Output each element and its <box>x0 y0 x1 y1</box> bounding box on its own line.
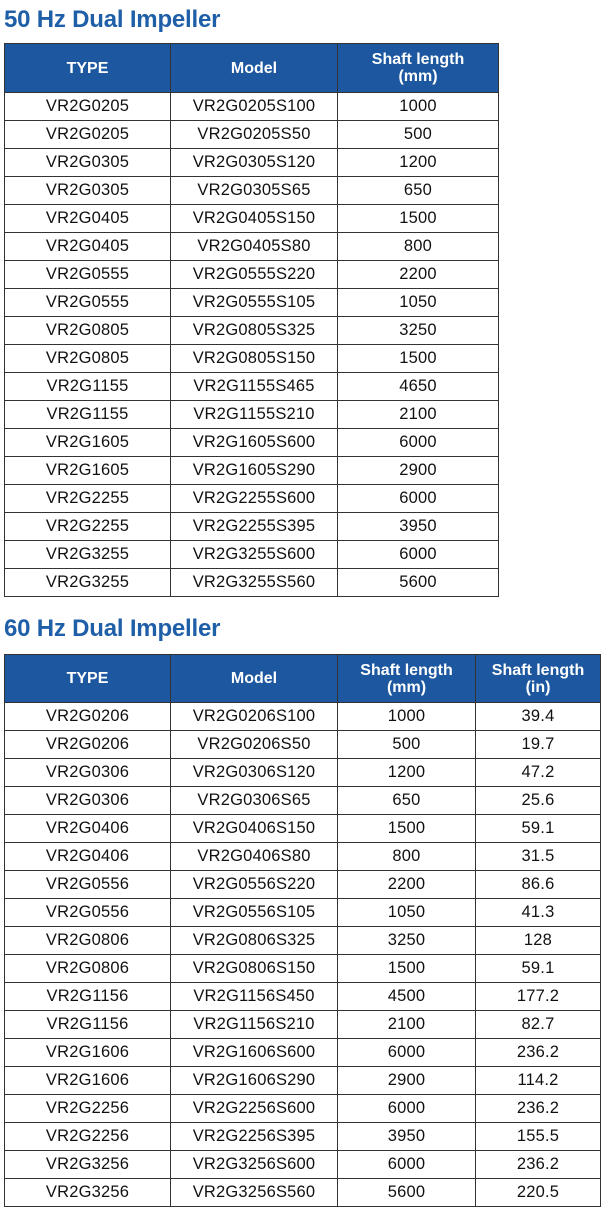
cell-type: VR2G0205 <box>5 93 171 121</box>
header-type: TYPE <box>5 44 171 93</box>
cell-shaft-length-mm: 800 <box>338 843 476 871</box>
cell-type: VR2G3255 <box>5 569 171 597</box>
cell-shaft-length-mm: 1000 <box>338 93 499 121</box>
cell-shaft-length-in: 236.2 <box>476 1151 601 1179</box>
table-60hz <box>4 654 601 1207</box>
cell-model: VR2G1155S210 <box>171 401 338 429</box>
cell-model: VR2G1605S290 <box>171 457 338 485</box>
cell-shaft-length-mm: 650 <box>338 787 476 815</box>
cell-shaft-length-mm: 1500 <box>338 205 499 233</box>
cell-shaft-length-mm: 3950 <box>338 513 499 541</box>
cell-model: VR2G0556S105 <box>171 899 338 927</box>
cell-shaft-length-in: 220.5 <box>476 1179 601 1207</box>
cell-type: VR2G0306 <box>5 787 171 815</box>
cell-type: VR2G2255 <box>5 485 171 513</box>
header-shaft-length-mm: Shaft length (mm) <box>338 44 499 93</box>
cell-type: VR2G3256 <box>5 1179 171 1207</box>
cell-shaft-length-in: 236.2 <box>476 1095 601 1123</box>
table-row <box>5 457 499 485</box>
cell-type: VR2G0805 <box>5 317 171 345</box>
title-50hz: 50 Hz Dual Impeller <box>4 6 221 33</box>
table-row <box>5 1151 601 1179</box>
cell-type: VR2G0555 <box>5 261 171 289</box>
cell-shaft-length-mm: 2200 <box>338 261 499 289</box>
cell-shaft-length-mm: 5600 <box>338 569 499 597</box>
cell-shaft-length-mm: 650 <box>338 177 499 205</box>
cell-shaft-length-mm: 1500 <box>338 345 499 373</box>
table-row <box>5 1095 601 1123</box>
table-row <box>5 815 601 843</box>
header-model: Model <box>171 655 338 703</box>
table-row <box>5 1179 601 1207</box>
table-row <box>5 149 499 177</box>
cell-type: VR2G1606 <box>5 1067 171 1095</box>
table-row <box>5 759 601 787</box>
cell-model: VR2G0555S105 <box>171 289 338 317</box>
cell-type: VR2G0305 <box>5 149 171 177</box>
cell-model: VR2G3255S600 <box>171 541 338 569</box>
cell-type: VR2G1605 <box>5 457 171 485</box>
cell-type: VR2G2256 <box>5 1095 171 1123</box>
cell-model: VR2G0305S65 <box>171 177 338 205</box>
cell-shaft-length-mm: 2900 <box>338 457 499 485</box>
cell-model: VR2G0206S100 <box>171 703 338 731</box>
table-60hz-header <box>5 655 601 703</box>
cell-shaft-length-mm: 6000 <box>338 1151 476 1179</box>
table-row <box>5 569 499 597</box>
table-row <box>5 317 499 345</box>
cell-shaft-length-in: 59.1 <box>476 815 601 843</box>
header-shaft-length-mm: Shaft length (mm) <box>338 655 476 703</box>
cell-shaft-length-mm: 1200 <box>338 149 499 177</box>
cell-shaft-length-in: 155.5 <box>476 1123 601 1151</box>
cell-type: VR2G0206 <box>5 731 171 759</box>
table-row <box>5 731 601 759</box>
cell-model: VR2G0206S50 <box>171 731 338 759</box>
table-row <box>5 1039 601 1067</box>
cell-shaft-length-mm: 1500 <box>338 815 476 843</box>
cell-shaft-length-in: 39.4 <box>476 703 601 731</box>
cell-model: VR2G3256S600 <box>171 1151 338 1179</box>
cell-type: VR2G0556 <box>5 871 171 899</box>
table-row <box>5 843 601 871</box>
cell-type: VR2G0406 <box>5 843 171 871</box>
cell-shaft-length-mm: 1500 <box>338 955 476 983</box>
cell-type: VR2G0555 <box>5 289 171 317</box>
cell-shaft-length-in: 41.3 <box>476 899 601 927</box>
cell-model: VR2G3256S560 <box>171 1179 338 1207</box>
cell-shaft-length-mm: 5600 <box>338 1179 476 1207</box>
cell-shaft-length-mm: 1200 <box>338 759 476 787</box>
header-model: Model <box>171 44 338 93</box>
cell-type: VR2G1155 <box>5 373 171 401</box>
table-row <box>5 871 601 899</box>
cell-shaft-length-mm: 3950 <box>338 1123 476 1151</box>
cell-type: VR2G0405 <box>5 233 171 261</box>
cell-type: VR2G1156 <box>5 1011 171 1039</box>
cell-shaft-length-in: 59.1 <box>476 955 601 983</box>
cell-shaft-length-mm: 2900 <box>338 1067 476 1095</box>
cell-type: VR2G1155 <box>5 401 171 429</box>
cell-model: VR2G0806S150 <box>171 955 338 983</box>
cell-shaft-length-mm: 2200 <box>338 871 476 899</box>
cell-type: VR2G3255 <box>5 541 171 569</box>
table-row <box>5 1067 601 1095</box>
cell-shaft-length-mm: 2100 <box>338 1011 476 1039</box>
cell-model: VR2G0406S150 <box>171 815 338 843</box>
cell-type: VR2G0306 <box>5 759 171 787</box>
cell-model: VR2G0405S150 <box>171 205 338 233</box>
cell-type: VR2G0406 <box>5 815 171 843</box>
table-row <box>5 289 499 317</box>
cell-model: VR2G0805S150 <box>171 345 338 373</box>
table-row <box>5 703 601 731</box>
cell-type: VR2G2255 <box>5 513 171 541</box>
table-row <box>5 401 499 429</box>
cell-shaft-length-in: 25.6 <box>476 787 601 815</box>
table-row <box>5 233 499 261</box>
cell-shaft-length-in: 177.2 <box>476 983 601 1011</box>
cell-type: VR2G0305 <box>5 177 171 205</box>
table-row <box>5 177 499 205</box>
cell-shaft-length-in: 19.7 <box>476 731 601 759</box>
cell-type: VR2G3256 <box>5 1151 171 1179</box>
cell-shaft-length-mm: 500 <box>338 731 476 759</box>
cell-type: VR2G0405 <box>5 205 171 233</box>
header-type: TYPE <box>5 655 171 703</box>
cell-model: VR2G0556S220 <box>171 871 338 899</box>
cell-shaft-length-mm: 3250 <box>338 927 476 955</box>
table-row <box>5 787 601 815</box>
table-row <box>5 345 499 373</box>
cell-shaft-length-in: 114.2 <box>476 1067 601 1095</box>
table-row <box>5 513 499 541</box>
cell-model: VR2G0205S100 <box>171 93 338 121</box>
table-row <box>5 93 499 121</box>
cell-type: VR2G2256 <box>5 1123 171 1151</box>
cell-model: VR2G0555S220 <box>171 261 338 289</box>
table-row <box>5 429 499 457</box>
table-row <box>5 927 601 955</box>
cell-model: VR2G1606S600 <box>171 1039 338 1067</box>
table-row <box>5 983 601 1011</box>
cell-model: VR2G2255S600 <box>171 485 338 513</box>
cell-type: VR2G0805 <box>5 345 171 373</box>
cell-shaft-length-mm: 6000 <box>338 485 499 513</box>
table-row <box>5 373 499 401</box>
table-row <box>5 1123 601 1151</box>
cell-type: VR2G0206 <box>5 703 171 731</box>
cell-shaft-length-mm: 1050 <box>338 899 476 927</box>
cell-shaft-length-in: 82.7 <box>476 1011 601 1039</box>
cell-model: VR2G0205S50 <box>171 121 338 149</box>
title-60hz: 60 Hz Dual Impeller <box>4 615 221 642</box>
cell-shaft-length-mm: 4650 <box>338 373 499 401</box>
cell-model: VR2G0406S80 <box>171 843 338 871</box>
cell-shaft-length-mm: 3250 <box>338 317 499 345</box>
cell-shaft-length-mm: 6000 <box>338 1039 476 1067</box>
table-row <box>5 955 601 983</box>
cell-shaft-length-in: 31.5 <box>476 843 601 871</box>
cell-shaft-length-in: 47.2 <box>476 759 601 787</box>
cell-model: VR2G1156S210 <box>171 1011 338 1039</box>
cell-model: VR2G1605S600 <box>171 429 338 457</box>
header-shaft-length-in: Shaft length (in) <box>476 655 601 703</box>
cell-model: VR2G1156S450 <box>171 983 338 1011</box>
table-row <box>5 205 499 233</box>
cell-model: VR2G0305S120 <box>171 149 338 177</box>
cell-model: VR2G0805S325 <box>171 317 338 345</box>
cell-model: VR2G2256S395 <box>171 1123 338 1151</box>
cell-model: VR2G2256S600 <box>171 1095 338 1123</box>
table-50hz <box>4 43 499 597</box>
cell-model: VR2G0405S80 <box>171 233 338 261</box>
cell-type: VR2G0205 <box>5 121 171 149</box>
cell-shaft-length-mm: 500 <box>338 121 499 149</box>
cell-type: VR2G0806 <box>5 927 171 955</box>
cell-model: VR2G0806S325 <box>171 927 338 955</box>
cell-shaft-length-in: 86.6 <box>476 871 601 899</box>
cell-shaft-length-mm: 1000 <box>338 703 476 731</box>
cell-model: VR2G3255S560 <box>171 569 338 597</box>
table-row <box>5 1011 601 1039</box>
cell-model: VR2G0306S120 <box>171 759 338 787</box>
cell-shaft-length-mm: 6000 <box>338 429 499 457</box>
table-row <box>5 485 499 513</box>
cell-shaft-length-mm: 800 <box>338 233 499 261</box>
cell-model: VR2G2255S395 <box>171 513 338 541</box>
cell-model: VR2G1155S465 <box>171 373 338 401</box>
cell-shaft-length-mm: 1050 <box>338 289 499 317</box>
cell-model: VR2G1606S290 <box>171 1067 338 1095</box>
cell-model: VR2G0306S65 <box>171 787 338 815</box>
cell-shaft-length-in: 128 <box>476 927 601 955</box>
cell-shaft-length-mm: 2100 <box>338 401 499 429</box>
cell-type: VR2G1606 <box>5 1039 171 1067</box>
cell-type: VR2G1605 <box>5 429 171 457</box>
cell-type: VR2G1156 <box>5 983 171 1011</box>
table-row <box>5 261 499 289</box>
table-row <box>5 541 499 569</box>
table-50hz-header <box>5 44 499 93</box>
cell-shaft-length-in: 236.2 <box>476 1039 601 1067</box>
table-row <box>5 121 499 149</box>
cell-shaft-length-mm: 4500 <box>338 983 476 1011</box>
table-row <box>5 899 601 927</box>
cell-shaft-length-mm: 6000 <box>338 541 499 569</box>
cell-type: VR2G0556 <box>5 899 171 927</box>
cell-type: VR2G0806 <box>5 955 171 983</box>
cell-shaft-length-mm: 6000 <box>338 1095 476 1123</box>
